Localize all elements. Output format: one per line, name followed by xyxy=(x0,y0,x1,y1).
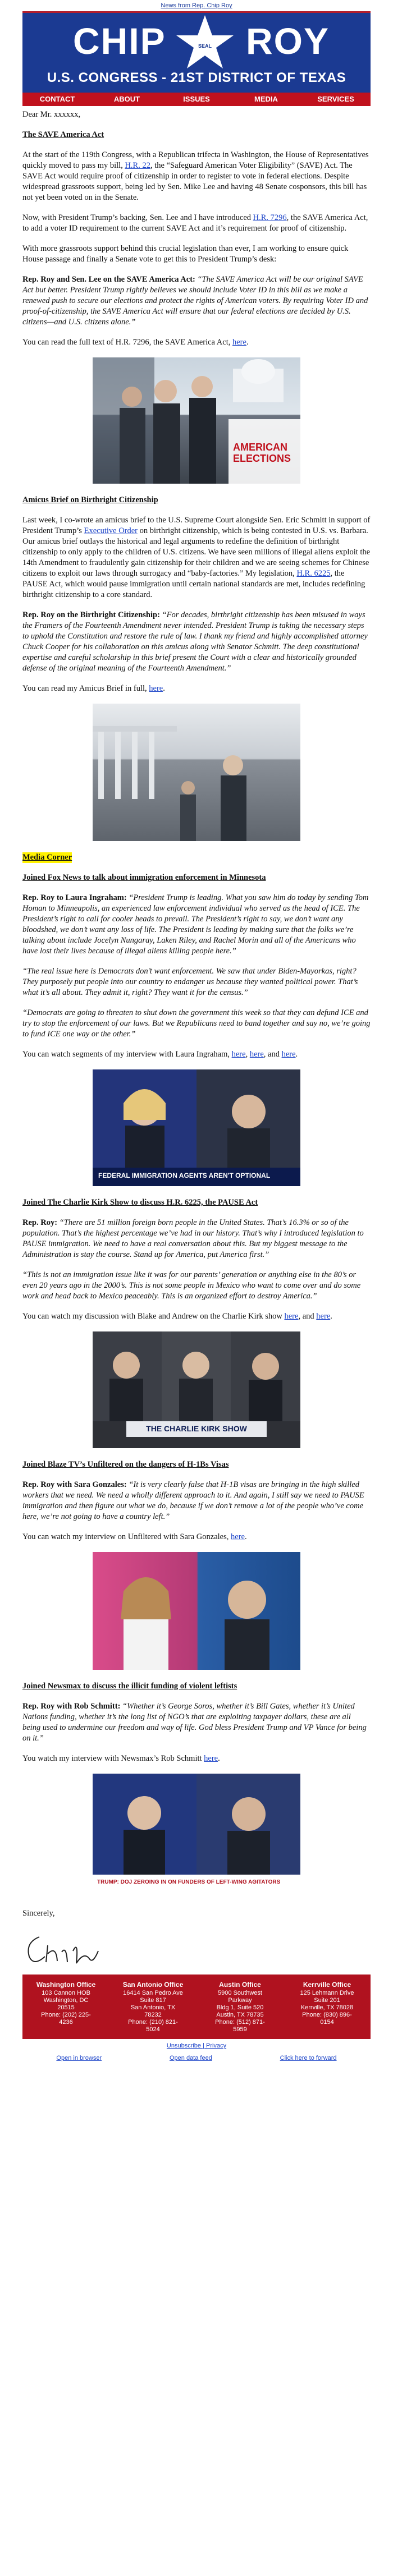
office-line: 16414 San Pedro Ave xyxy=(123,1990,183,1996)
text: Now, with President Trump’s backing, Sen. Lee and I have introduced xyxy=(22,213,253,222)
office-line: San Antonio, TX xyxy=(130,2004,176,2011)
office-line: Kerrville, TX 78028 xyxy=(300,2004,354,2011)
executive-order-link[interactable]: Executive Order xyxy=(84,526,138,535)
newsmax-q1 xyxy=(22,1701,371,1744)
news-topline[interactable] xyxy=(0,0,393,11)
office-line: Phone: (512) 871- xyxy=(215,2019,265,2026)
quote-text: “It is very clearly false that H-1B visas are bringing in the high skilled workers that we need. We need a wholly different approach to it. And again, I still say we need to PAUSE immigration and then figure out what we do, because if we don’t remove a lot of the people who’ve come here, we’re not going to have a country left.” xyxy=(22,1480,364,1521)
banner-subtitle: U.S. CONGRESS - 21ST DISTRICT OF TEXAS xyxy=(47,70,346,85)
office-line: 125 Lehmann Drive xyxy=(300,1990,354,1996)
text: . xyxy=(244,1532,247,1541)
office-line: Bldg 1, Suite 520 xyxy=(216,2004,264,2011)
kirk-video-thumbnail[interactable] xyxy=(93,1331,300,1448)
office-line: 103 Cannon HOB xyxy=(42,1990,90,1996)
open-data-feed-link[interactable]: Open data feed xyxy=(169,2055,212,2061)
header-banner xyxy=(22,11,371,93)
office-line: Phone: (202) 225- xyxy=(41,2012,91,2018)
kirk-q1 xyxy=(22,1218,371,1260)
banner-name-first: CHIP xyxy=(73,20,166,62)
fox-split-screen xyxy=(93,1069,300,1186)
office-line: Phone: (210) 821- xyxy=(128,2019,178,2026)
office-kerrville xyxy=(284,1981,371,2033)
hr7296-link[interactable]: H.R. 7296 xyxy=(253,213,287,222)
amicus-heading: Amicus Brief on Birthright Citizenship xyxy=(22,495,158,504)
save-act-p2 xyxy=(22,213,371,234)
office-san-antonio xyxy=(109,1981,196,2033)
text: You can read my Amicus Brief in full, xyxy=(22,684,149,693)
forward-link[interactable]: Click here to forward xyxy=(280,2055,337,2061)
text: You can watch my discussion with Blake and Andrew on the Charlie Kirk show xyxy=(22,1312,285,1321)
text: . xyxy=(218,1754,220,1763)
nav-services[interactable]: SERVICES xyxy=(317,95,354,103)
save-act-quote xyxy=(22,274,371,328)
text: At the start of the 119th Congress, with a Republican trifecta in Washington, the House of Representatives quickly moved to pass my bill, xyxy=(22,150,369,170)
office-washington xyxy=(22,1981,109,2033)
fox-q2: “The real issue here is Democrats don’t want enforcement. We saw that under Biden-Mayorkas, right? They purposely put people into our country to endanger us because they wanted political power. That’s what it’s all about. They admit it, right? They want it for the census.” xyxy=(22,967,358,997)
text: , the SAVE America Act, to add a voter ID requirement to the current SAVE Act and it’s requirement for proof of citizenship. xyxy=(22,213,368,233)
fox-link-1[interactable]: here xyxy=(231,1050,246,1059)
amicus-p1 xyxy=(22,515,371,600)
text: You watch my interview with Newsmax’s Rob Schmitt xyxy=(22,1754,204,1763)
fox-ticker: FEDERAL IMMIGRATION AGENTS AREN'T OPTIONAL xyxy=(98,1172,271,1179)
kirk-heading: Joined The Charlie Kirk Show to discuss H.R. 6225, the PAUSE Act xyxy=(22,1198,258,1207)
office-title: Washington Office xyxy=(36,1981,96,1989)
amicus-read xyxy=(22,683,371,694)
media-corner-heading: Media Corner xyxy=(22,853,72,862)
text: You can watch segments of my interview with Laura Ingraham, xyxy=(22,1050,232,1059)
newsmax-link[interactable]: here xyxy=(204,1754,218,1763)
supreme-court-graphic xyxy=(93,704,300,841)
blaze-heading: Joined Blaze TV’s Unfiltered on the dangers of H-1Bs Visas xyxy=(22,1460,229,1469)
text: on birthright citizenship, which is being contested in U.S. vs. Barbara. Our amicus brief outlays the historical and legal arguments to redefine the definition of birthright citizenship to only apply to the children of U.S. citizens. We have seen millions of illegal aliens exploit the 14th Amendment to fraudulently gain citizenship for their children and we are seeing schemes for Chinese citizens to exploit our laws through surrogacy and “baby-factories.” My legislation, xyxy=(22,526,371,578)
quote-text: “For decades, birthright citizenship has been misused in ways the Framers of the Fourteenth Amendment never intended. President Trump is taking the necessary steps to uphold the Constitution and restore the rule of law. I thank my friend and highly accomplished attorney Chuck Cooper for his collaboration on this amicus along with Senator Schmitt. The deep constitutional expertise and careful scholarship in this brief present the Court with a clear and historically grounded defense of the original meaning of the Fourteenth Amendment.” xyxy=(22,610,368,673)
kirk-watch xyxy=(22,1311,371,1322)
office-line: 20515 xyxy=(57,2004,75,2011)
fox-link-2[interactable]: here xyxy=(249,1050,264,1059)
save-act-photo xyxy=(93,357,300,484)
save-act-text-link[interactable]: here xyxy=(232,338,246,347)
office-line: Parkway xyxy=(228,1997,252,2004)
open-in-browser-link[interactable]: Open in browser xyxy=(56,2055,102,2061)
kirk-q2: “This is not an immigration issue like it was for our parents’ generation or anything else in the 80’s or even 20 years ago in the 2000’s. This is not some people in Mexico who want to come over and do some work and head back to Mexico peaceably. This is an organized effort to destroy America.” xyxy=(22,1270,361,1301)
capitol-graphic xyxy=(93,357,300,484)
quote-lead: Rep. Roy with Rob Schmitt: xyxy=(22,1702,121,1711)
office-line: 5900 Southwest xyxy=(218,1990,262,1996)
kirk-link-1[interactable]: here xyxy=(284,1312,299,1321)
amicus-photo xyxy=(93,704,300,841)
unsubscribe[interactable] xyxy=(22,2042,371,2049)
greeting xyxy=(22,109,371,120)
blaze-watch xyxy=(22,1532,371,1542)
signature xyxy=(22,1928,371,1969)
kirk-link-2[interactable]: here xyxy=(316,1312,331,1321)
kirk-show-title: THE CHARLIE KIRK SHOW xyxy=(146,1424,247,1433)
amicus-brief-link[interactable]: here xyxy=(149,684,163,693)
nav-contact[interactable]: CONTACT xyxy=(39,95,75,103)
banner-name-last: ROY xyxy=(246,20,330,62)
bottom-links xyxy=(22,2055,371,2061)
newsmax-split-screen xyxy=(93,1774,300,1891)
fox-link-3[interactable]: here xyxy=(281,1050,296,1059)
office-line: 4236 xyxy=(59,2019,73,2026)
signature-graphic xyxy=(22,1928,112,1969)
text: . xyxy=(330,1312,332,1321)
text: , the PAUSE Act, which would pause immigration until certain national standards are met, includes redefining birthright citizenship to a core standard. xyxy=(22,569,365,599)
email-body xyxy=(22,11,371,1969)
newsmax-ticker: TRUMP: DOJ ZEROING IN ON FUNDERS OF LEFT-WING AGITATORS xyxy=(97,1879,281,1885)
fox-q3: “Democrats are going to threaten to shut down the government this week so that they can defund ICE and try to stop the enforcement of our laws. But we Republicans need to band together and say no, we’re going to fund ICE one way or the other.” xyxy=(22,1008,371,1039)
text: Last week, I co-wrote an amicus brief to the U.S. Supreme Court alongside Sen. Eric Schmitt in support of President Trump’s xyxy=(22,516,371,535)
text: . xyxy=(163,684,165,693)
hr6225-link[interactable]: H.R. 6225 xyxy=(296,569,331,578)
fox-video-thumbnail[interactable] xyxy=(93,1069,300,1186)
office-line: 78232 xyxy=(144,2012,162,2018)
office-title: San Antonio Office xyxy=(122,1981,184,1989)
office-line: Suite 817 xyxy=(140,1997,166,2004)
text: You can read the full text of H.R. 7296, the SAVE America Act, xyxy=(22,338,232,347)
text: , the “Safeguard American Voter Eligibility” (SAVE) Act. The SAVE Act would require proof of citizenship in order to register to vote in federal elections. Despite widespread grassroots support, being led by Sen. Mike Lee and having 48 Senate cosponsors, this bill has not yet been voted on in the Senate. xyxy=(22,161,367,202)
quote-lead: Rep. Roy with Sara Gonzales: xyxy=(22,1480,127,1489)
office-austin xyxy=(196,1981,284,2033)
office-line: Phone: (830) 896- xyxy=(302,2012,352,2018)
newsmax-heading: Joined Newsmax to discuss the illicit funding of violent leftists xyxy=(22,1682,237,1691)
nav-media[interactable]: MEDIA xyxy=(254,95,278,103)
nav-about[interactable]: ABOUT xyxy=(113,95,140,103)
greeting-text: Dear Mr. xxxxxx, xyxy=(22,110,81,119)
hr22-link[interactable]: H.R. 22 xyxy=(125,161,150,170)
quote-lead: Rep. Roy to Laura Ingraham: xyxy=(22,893,127,902)
unsubscribe-link[interactable]: Unsubscribe | Privacy xyxy=(166,2042,227,2049)
quote-text: “Whether it’s George Soros, whether it’s Bill Gates, whether it’s United Nations funding, whether it’s the long list of NGO’s that are exploiting taxpayer dollars, these are all being used to undermine our freedom and way of life. God bless President Trump and VP Vance for being on it.” xyxy=(22,1702,367,1743)
fox-watch: You can watch segments of my interview with Laura Ingraham, here, here, and here. xyxy=(22,1050,298,1059)
office-title: Austin Office xyxy=(219,1981,261,1989)
quote-lead: Rep. Roy and Sen. Lee on the SAVE America Act: xyxy=(22,275,195,284)
office-line: Austin, TX 78735 xyxy=(216,2012,264,2018)
quote-text: “The SAVE America Act will be our original SAVE Act but better. President Trump rightly believes we should include Voter ID in this bill as we make a renewed push to secure our elections and protect the rights of American voters. By requiring Voter ID and proof-of-citizenship, the SAVE America Act will ensure that our federal elections are decided by U.S. citizens—and U.S. citizens alone.” xyxy=(22,275,368,327)
text: . xyxy=(246,338,249,347)
quote-lead: Rep. Roy on the Birthright Citizenship: xyxy=(22,610,160,619)
blaze-split-screen xyxy=(93,1552,300,1670)
topline-text[interactable]: News from Rep. Chip Roy xyxy=(161,2,232,9)
newsmax-video-thumbnail[interactable] xyxy=(93,1774,300,1891)
star-letters: SEAL xyxy=(198,43,212,49)
office-title: Kerrville Office xyxy=(303,1981,351,1989)
fox-heading: Joined Fox News to talk about immigration enforcement in Minnesota xyxy=(22,873,266,882)
save-act-p1 xyxy=(22,150,371,203)
text: , and xyxy=(298,1312,317,1321)
office-line: Washington, DC xyxy=(43,1997,89,2004)
fox-q1 xyxy=(22,893,371,957)
text: You can watch my interview on Unfiltered with Sara Gonzales, xyxy=(22,1532,231,1541)
office-line: Suite 201 xyxy=(314,1997,340,2004)
photo-sign-text: AMERICAN ELECTIONS xyxy=(233,442,291,464)
text: and xyxy=(268,1050,282,1059)
office-line: 5024 xyxy=(146,2026,160,2033)
quote-lead: Rep. Roy: xyxy=(22,1218,58,1227)
blaze-link[interactable]: here xyxy=(231,1532,245,1541)
quote-text: “There are 51 million foreign born people in the United States. That’s 16.3% or so of the population. That’s the highest percentage we’ve had in our history. That’s why I introduced legislation to PAUSE immigration. We need to have a real conversation about this. But my biggest message to the Administration is stay the course. Stand up for America, put America first.” xyxy=(22,1218,364,1259)
nav-bar xyxy=(22,93,371,106)
amicus-quote xyxy=(22,610,371,674)
quote-text: “President Trump is leading. What you saw him do today by sending Tom Homan to Minneapolis, an experienced law enforcement individual who served as the head of ICE. The President’s right to call for cooler heads to prevail. The President’s right to say, we don’t want any bloodshed, we don’t want any loss of life. The President is leading by making sure that the folks we’re talking about include Jocelyn Nungaray, Laken Riley, and Rachel Morin and all of the Americans who have lost their lives because of illegal aliens killing people here.” xyxy=(22,893,369,956)
office-footer xyxy=(22,1975,371,2039)
blaze-q1 xyxy=(22,1480,371,1522)
save-act-read xyxy=(22,337,371,348)
banner-star-icon xyxy=(174,13,236,71)
office-line: 5959 xyxy=(233,2026,247,2033)
text: . xyxy=(295,1050,298,1059)
save-act-heading: The SAVE America Act xyxy=(22,130,104,139)
nav-issues[interactable]: ISSUES xyxy=(183,95,210,103)
newsmax-watch xyxy=(22,1753,371,1764)
footer-wrap xyxy=(22,1975,371,2061)
save-act-p3: With more grassroots support behind this crucial legislation than ever, I am working to ensure quick House passage and finally a Senate vote to get this to President Trump’s desk: xyxy=(22,244,349,264)
office-line: 0154 xyxy=(320,2019,334,2026)
blaze-video-thumbnail[interactable] xyxy=(93,1552,300,1670)
closing: Sincerely, xyxy=(22,1909,55,1918)
